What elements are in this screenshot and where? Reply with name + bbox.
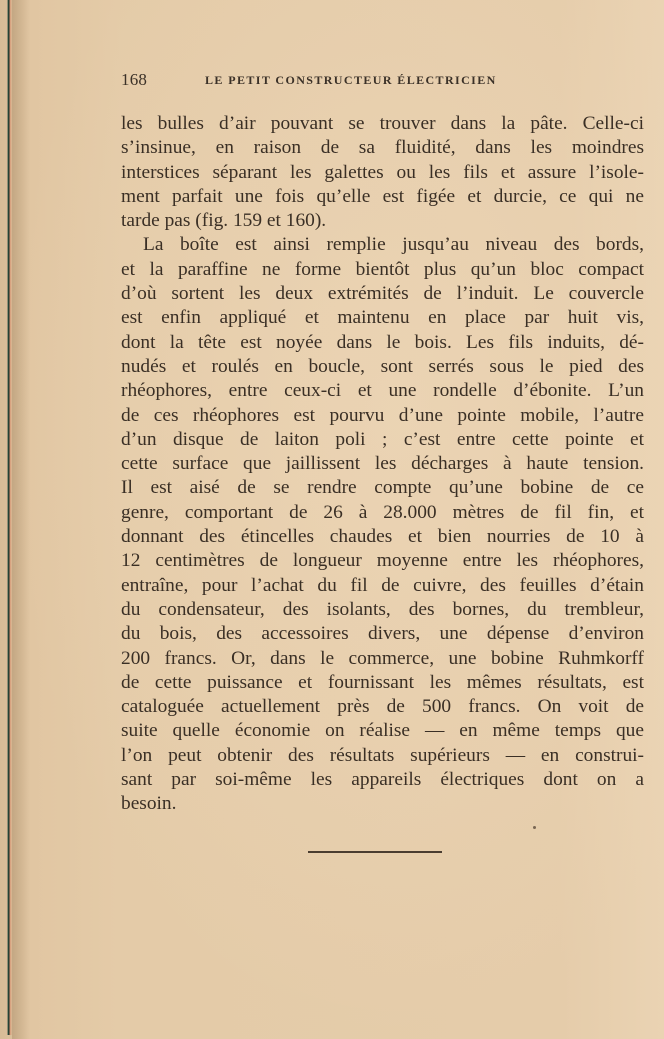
text-line: genre, comportant de 26 à 28.000 mètres de fil fin, et [121, 501, 644, 523]
gutter-shadow [12, 0, 30, 1039]
text-line: et la paraffine ne forme bientôt plus qu’un bloc compact [121, 258, 644, 280]
text-line: 12 centimètres de longueur moyenne entre les rhéophores, [121, 550, 644, 572]
text-line: entraîne, pour l’achat du fil de cuivre, des feuilles d’étain [121, 574, 644, 596]
text-line: est enfin appliqué et maintenu en place par huit vis, [121, 307, 644, 329]
text-line: s’insinue, en raison de sa fluidité, dans les moindres [121, 137, 644, 159]
text-line: ment parfait une fois qu’elle est figée et durcie, ce qui ne [121, 185, 644, 207]
text-line: l’on peut obtenir des résultats supérieurs — en construi- [121, 744, 644, 766]
text-line: nudés et roulés en boucle, sont serrés sous le pied des [121, 355, 644, 377]
text-line: Il est aisé de se rendre compte qu’une bobine de ce [121, 477, 644, 499]
text-line: sant par soi-même les appareils électriques dont on a [121, 769, 644, 791]
text-line: de cette puissance et fournissant les mêmes résultats, est [121, 671, 644, 693]
text-line: cette surface que jaillissent les décharges à haute tension. [121, 453, 644, 475]
text-line: d’un disque de laiton poli ; c’est entre cette pointe et [121, 428, 644, 450]
text-line: donnant des étincelles chaudes et bien nourries de 10 à [121, 526, 644, 548]
text-line: du condensateur, des isolants, des bornes, du trembleur, [121, 598, 644, 620]
text-line: interstices séparant les galettes ou les fils et assure l’isole- [121, 161, 644, 183]
text-line: tarde pas (fig. 159 et 160). [121, 210, 327, 232]
text-line: du bois, des accessoires divers, une dépense d’environ [121, 623, 644, 645]
page-header [121, 70, 561, 94]
paragraph-start-line: La boîte est ainsi remplie jusqu’au niveau des bords, [143, 234, 644, 256]
text-line: suite quelle économie on réalise — en même temps que [121, 720, 644, 742]
text-line: de ces rhéophores est pourvu d’une pointe mobile, l’autre [121, 404, 644, 426]
text-line: rhéophores, entre ceux-ci et une rondelle d’ébonite. L’un [121, 380, 644, 402]
text-line: les bulles d’air pouvant se trouver dans la pâte. Celle-ci [121, 113, 644, 134]
running-title: LE PETIT CONSTRUCTEUR ÉLECTRICIEN [205, 73, 497, 87]
text-line: cataloguée actuellement près de 500 francs. On voit de [121, 696, 644, 718]
page-number: 168 [121, 70, 148, 89]
text-line: besoin. [121, 793, 177, 815]
section-end-rule [308, 851, 442, 853]
text-line: dont la tête est noyée dans le bois. Les fils induits, dé- [121, 331, 644, 353]
body-text [121, 112, 644, 817]
text-line: 200 francs. Or, dans le commerce, une bobine Ruhmkorff [121, 647, 644, 669]
text-line: d’où sortent les deux extrémités de l’induit. Le couvercle [121, 283, 644, 305]
ink-speck [533, 826, 536, 829]
